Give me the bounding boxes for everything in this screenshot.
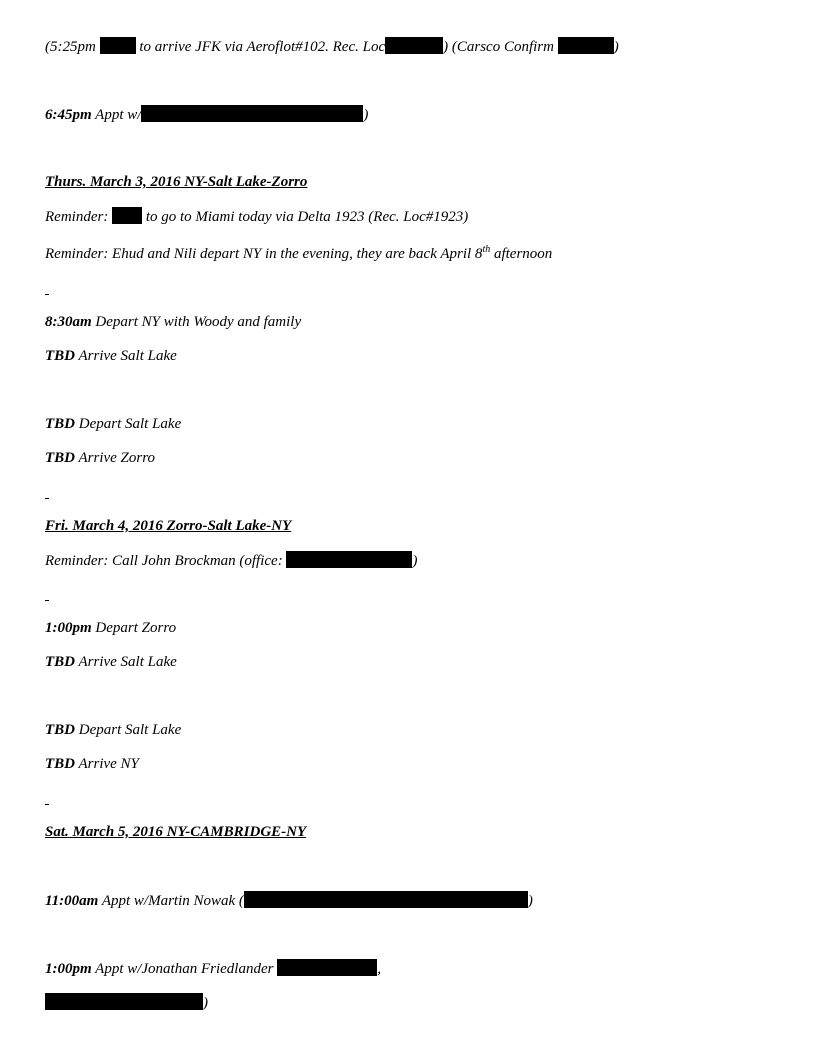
event-time: 6:45pm (45, 107, 92, 123)
day-heading: Sat. March 5, 2016 NY-CAMBRIDGE-NY (45, 824, 307, 840)
empty-line-marker (45, 294, 49, 295)
event-time: 8:30am (45, 314, 92, 330)
ordinal-suffix: th (482, 244, 491, 255)
empty-line-marker (45, 600, 49, 601)
redaction-block (141, 105, 363, 122)
itinerary-line (45, 619, 176, 637)
redaction-block (244, 891, 528, 908)
event-time: TBD (45, 722, 75, 738)
line-text: Appt w/ (91, 107, 142, 123)
line-text: Reminder: Ehud and Nili depart NY in the evening, they are back April 8 (45, 246, 483, 262)
itinerary-line-appointment (45, 959, 381, 978)
line-text: Arrive Zorro (75, 450, 156, 466)
itinerary-line-appointment (45, 891, 533, 910)
itinerary-line (45, 415, 181, 433)
line-text: Arrive NY (75, 756, 139, 772)
redaction-block (286, 551, 412, 568)
itinerary-line-continuation (45, 993, 208, 1012)
event-time: TBD (45, 654, 75, 670)
reminder-line (45, 551, 417, 570)
line-text: to go to Miami today via Delta 1923 (Rec. Loc#1923) (142, 209, 469, 225)
line-text: Appt w/Jonathan Friedlander (91, 961, 278, 977)
line-text: to arrive JFK via Aeroflot#102. Rec. Loc (135, 39, 386, 55)
line-text: Arrive Salt Lake (75, 654, 177, 670)
itinerary-line-arrival (45, 37, 619, 56)
event-time: TBD (45, 756, 75, 772)
line-text: Reminder: Call John Brockman (office: (45, 553, 287, 569)
line-text: ) (613, 39, 619, 55)
line-text: ) (363, 107, 369, 123)
line-text: Reminder: (45, 209, 113, 225)
itinerary-line-appointment (45, 105, 368, 124)
event-time: TBD (45, 348, 75, 364)
itinerary-line (45, 347, 177, 365)
line-text: ) (527, 893, 533, 909)
redaction-block (45, 993, 203, 1010)
event-time: 1:00pm (45, 620, 92, 636)
line-text: Arrive Salt Lake (75, 348, 177, 364)
reminder-line (45, 207, 468, 226)
itinerary-line (45, 449, 155, 467)
line-text: , (377, 961, 381, 977)
itinerary-line (45, 755, 139, 773)
redaction-block (277, 959, 377, 976)
line-text: ) (Carsco Confirm (443, 39, 558, 55)
redaction-block (558, 37, 614, 54)
event-time: TBD (45, 450, 75, 466)
empty-line-marker (45, 498, 49, 499)
line-text: Depart Zorro (91, 620, 177, 636)
redaction-block (112, 207, 142, 224)
itinerary-line (45, 653, 177, 671)
reminder-line (45, 245, 552, 263)
redaction-block (385, 37, 443, 54)
empty-line-marker (45, 804, 49, 805)
line-text: afternoon (490, 246, 553, 262)
line-text: ) (412, 553, 418, 569)
line-text: Depart Salt Lake (75, 416, 182, 432)
event-time: 11:00am (45, 893, 99, 909)
event-time: 1:00pm (45, 961, 92, 977)
redaction-block (100, 37, 136, 54)
line-text: Appt w/Martin Nowak ( (98, 893, 244, 909)
line-text: Depart Salt Lake (75, 722, 182, 738)
day-heading: Fri. March 4, 2016 Zorro-Salt Lake-NY (45, 518, 292, 534)
itinerary-line (45, 313, 301, 331)
line-text: Depart NY with Woody and family (91, 314, 302, 330)
line-text: (5:25pm (45, 39, 100, 55)
day-heading: Thurs. March 3, 2016 NY-Salt Lake-Zorro (45, 174, 308, 190)
event-time: TBD (45, 416, 75, 432)
line-text: ) (203, 995, 208, 1011)
itinerary-line (45, 721, 181, 739)
